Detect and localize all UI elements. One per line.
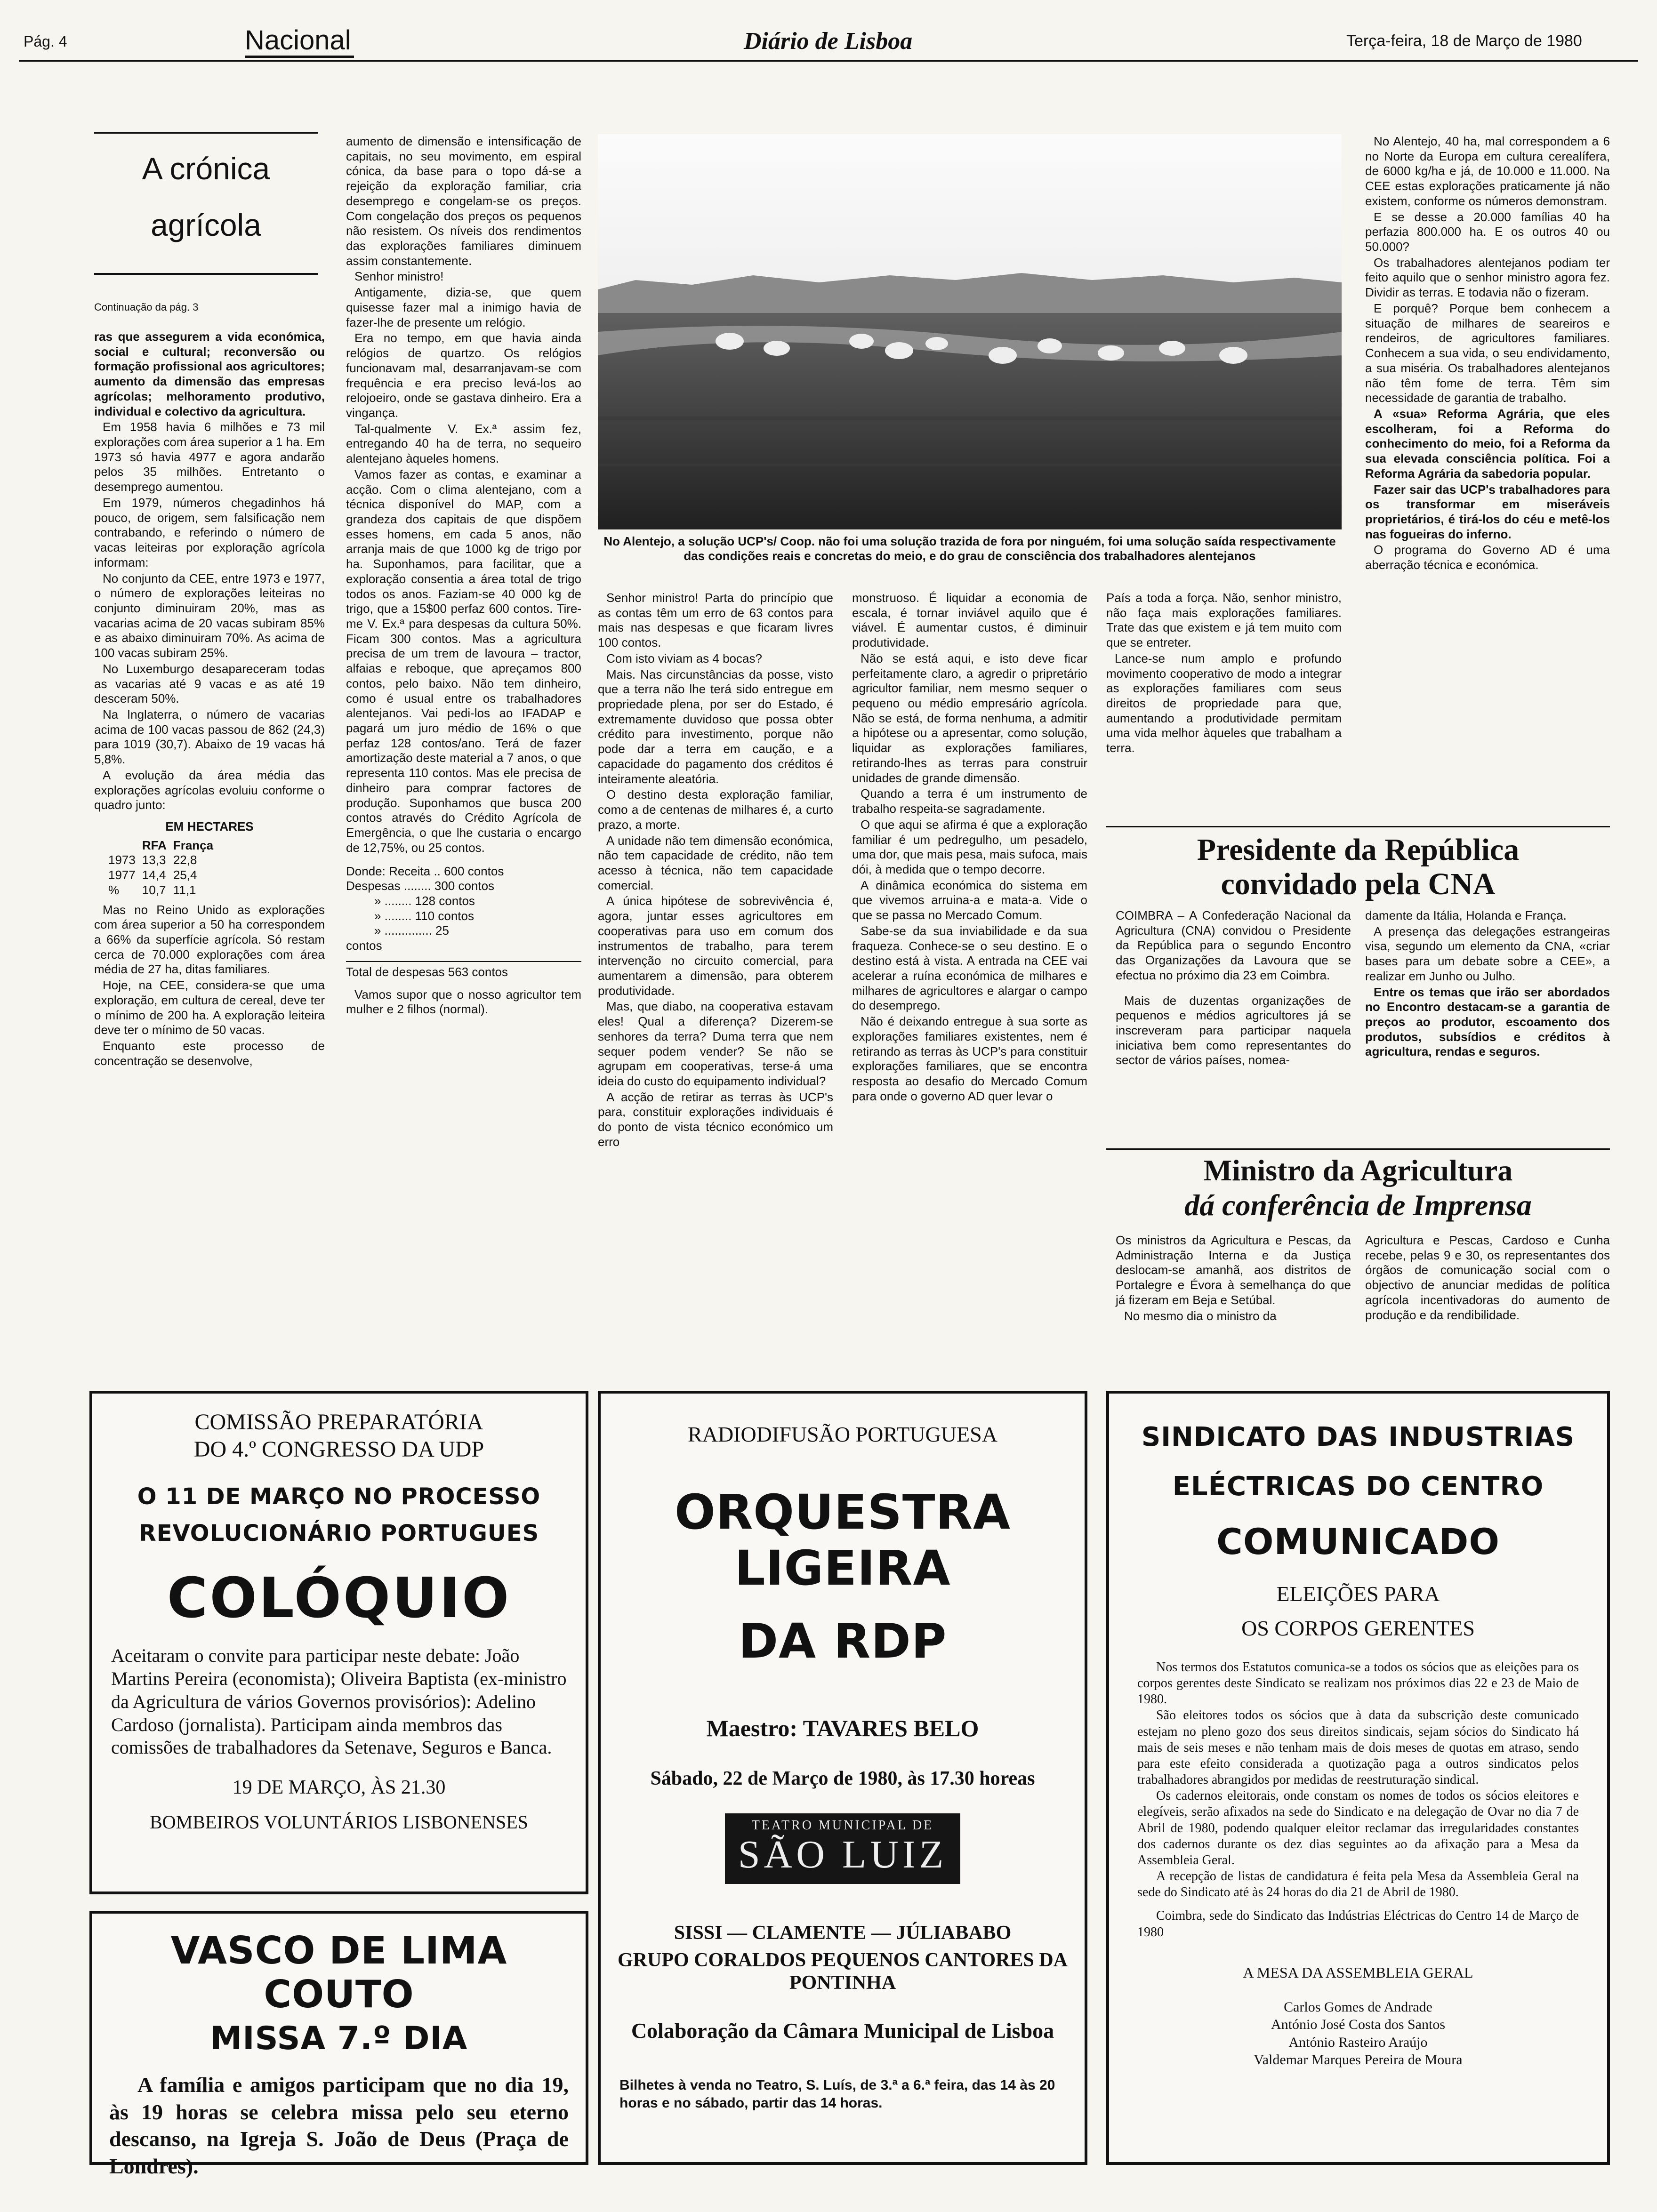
paragraph: A unidade não tem dimensão económica, não tem capacidade de crédito, não tem acesso à técnica, não tem capacidade comercial. (598, 833, 833, 892)
hectares-table: RFA França 1973 13,3 22,8 1977 14,4 25,4 % 10,7 11,1 (108, 838, 220, 898)
issue-date: Terça-feira, 18 de Março de 1980 (1346, 32, 1582, 50)
article-column-3 (598, 591, 833, 1358)
paragraph: O programa do Governo AD é uma aberração técnica e económica. (1365, 543, 1610, 572)
paragraph: Agricultura e Pescas, Cardoso e Cunha recebe, pelas 9 e 30, os representantes dos órgãos de comunicação social com o objectivo de anunciar medidas de política agrícola incentivadoras do aumento de produção e da rendibilidade. (1365, 1233, 1610, 1322)
paragraph: Mas, que diabo, na cooperativa estavam eles! Qual a diferença? Dizerem-se senhores da terra? Duma terra que nem sequer podem vender? Se não se agrupam em cooperativas, terse-á uma ideia do custo do equipamento individual? (598, 999, 833, 1088)
paragraph: aumento de dimensão e intensificação de capitais, no seu movimento, em espiral cónica, da base para o topo dá-se a rejeição da exploração familiar, cria desemprego e congelam-se os preços. Com congelação dos preços os pequenos não resistem. Os níveis dos rendimentos das explorações familiares diminuem assim constantemente. (346, 134, 581, 268)
paragraph: Mais. Nas circunstâncias da posse, visto que a terra não lhe terá sido entregue em propriedade plena, por ser do Estado, é extremamente duvidoso que possa obter crédito para investimento, porque não pode dar a terra em caução, e a capacidade do pagamento dos créditos é inteiramente aleatória. (598, 667, 833, 786)
paragraph: Sabe-se da sua inviabilidade e da sua fraqueza. Conhece-se o seu destino. E o destino está à vista. A entrada na CEE vai acelerar a ruína económica de milhares e milhares de agricultores e alargar o campo do desemprego. (852, 923, 1087, 1013)
continuation-note: Continuação da pág. 3 (94, 301, 199, 313)
paragraph: Antigamente, dizia-se, que quem quisesse fazer mal a inimigo havia de fazer-lhe de presente um relógio. (346, 285, 581, 329)
article-column-4 (852, 591, 1087, 1358)
photo-caption: No Alentejo, a solução UCP's/ Coop. não foi uma solução trazida de fora por ninguém, foi uma solução saída respectivamente das condições reais e concretas do meio, e do grau de consciência dos trabalhadores alentejanos (603, 534, 1336, 563)
article-column-5 (1106, 591, 1342, 826)
paragraph: COIMBRA – A Confederação Nacional da Agricultura (CNA) convidou o Presidente da República para o segundo Encontro das Organizações da Lavoura que se efectua no próximo dia 23 em Coimbra. (1116, 908, 1351, 982)
paragraph: A dinâmica económica do sistema em que vivemos arruina-a e mata-a. Vide o que se passa no Mercado Comum. (852, 878, 1087, 922)
ad-vasco-missa: VASCO DE LIMA COUTO MISSA 7.º DIA A família e amigos participam que no dia 19, às 19 horas se celebra missa pelo seu eterno descanso, na Igreja S. João de Deus (Praça de Londres). (89, 1911, 588, 2165)
paragraph: A «sua» Reforma Agrária, que eles escolheram, foi a Reforma do conhecimento do meio, foi a Reforma da sua elevada consciência política. Foi a Reforma Agrária da sabedoria popular. (1365, 406, 1610, 481)
paragraph: Em 1958 havia 6 milhões e 73 mil explorações com área superior a 1 ha. Em 1973 só havia 4977 e agora andarão pelos 35 milhões. Entretanto o desemprego aumentou. (94, 420, 325, 494)
page-number: Pág. 4 (24, 33, 67, 50)
headline-presidente: Presidente da República convidado pela CNA (1197, 833, 1520, 901)
paragraph: Fazer sair das UCP's trabalhadores para os transformar em miseráveis proprietários, é tirá-los do céu e metê-los nas fogueiras do inferno. (1365, 482, 1610, 541)
table-row: 1977 14,4 25,4 (108, 868, 197, 882)
paragraph: A evolução da área média das explorações agrícolas evoluiu conforme o quadro junto: (94, 768, 325, 812)
paragraph: Não é deixando entregue à sua sorte as explorações familiares existentes, nem é retirando as terras às UCP's para constituir explorações familiares, que se encontra resposta ao desafio do Mercado Comum para onde o governo AD quer levar o (852, 1014, 1087, 1103)
paragraph: Enquanto este processo de concentração se desenvolve, (94, 1039, 325, 1068)
paragraph: Senhor ministro! (354, 269, 444, 284)
paragraph: Quando a terra é um instrumento de trabalho respeita-se sagradamente. (852, 786, 1087, 816)
paragraph: Em 1979, números chegadinhos há pouco, de origem, sem falsificação nem contrabando, e referindo o número de vacas leiteiras por exploração agrícola informam: (94, 495, 325, 569)
paragraph: Vamos supor que o nosso agricultor tem mulher e 2 filhos (normal). (346, 987, 581, 1017)
headline-ministro: Ministro da Agricultura dá conferência de Imprensa (1184, 1154, 1532, 1222)
paragraph: E porquê? Porque bem conhecem a situação de milhares de seareiros e rendeiros, de agricultores familiares. Conhecem a sua vida, o seu endividamento, a sua miséria. Os trabalhadores alentejanos não têm fome de terra. Têm sim necessidade de garantia de trabalho. (1365, 301, 1610, 405)
section-title: Nacional (245, 25, 351, 56)
paragraph: No mesmo dia o ministro da (1124, 1308, 1277, 1323)
paragraph: Lance-se num amplo e profundo movimento cooperativo de modo a integrar as explorações familiares com seus direitos de propriedade para que, aumentando a produtividade permitam uma vida melhor àqueles que trabalham a terra. (1106, 651, 1342, 755)
article-column-1 (94, 329, 325, 1068)
paragraph: Mais de duzentas organizações de pequenos e médios agricultores já se inscreveram para participar naquela iniciativa bem como representantes do sector de vários países, nomea- (1116, 993, 1351, 1067)
ad-udp-coloquio: COMISSÃO PREPARATÓRIA DO 4.º CONGRESSO DA UDP O 11 DE MARÇO NO PROCESSO REVOLUCIONÁRIO PORTUGUES COLÓQUIO Aceitaram o convite para participar neste debate: João Martins Pereira (economista); Oliveira Baptista (ex-ministro da Agricultura de vários Governos provisórios): Adelino Cardoso (jornalista). Participam ainda membros das comissões de trabalhadores da Setenave, Seguros e Banca. 19 DE MARÇO, ÀS 21.30 BOMBEIROS VOLUNTÁRIOS LISBONENSES (89, 1391, 588, 1894)
paragraph: País a toda a força. Não, senhor ministro, não faça mais explorações familiares. Trate das que existem e já tem muito com que se entreter. (1106, 591, 1342, 650)
article-column-2 (346, 134, 581, 1358)
presidente-column-1 (1116, 908, 1351, 1153)
paragraph: O destino desta exploração familiar, como a de centenas de milhares é, a curto prazo, a morte. (598, 787, 833, 832)
article-column-6 (1365, 134, 1610, 831)
table-row: 1973 13,3 22,8 (108, 853, 197, 867)
ministro-column-2 (1365, 1233, 1610, 1365)
paragraph: No Luxemburgo desapareceram todas as vacarias até 9 vacas e as até 19 desceram 50%. (94, 661, 325, 706)
accounts-block: Donde: Receita .. 600 contos Despesas ........ 300 contos » ........ 128 contos » ........ 110 contos » .............. 25 contos Total de despesas 563 contos (346, 864, 581, 980)
article-title-line1: A crónica (142, 151, 270, 186)
paragraph: damente da Itália, Holanda e França. (1365, 908, 1567, 922)
paragraph: Tal-qualmente V. Ex.ª assim fez, entregando 40 ha de terra, no sequeiro alentejano àqueles homens. (346, 421, 581, 466)
paragraph: A única hipótese de sobrevivência é, agora, juntar esses agricultores em cooperativas para uso em comum dos instrumentos de trabalho, para terem intervenção no circuito comercial, para aumentarem a dimensão, para obterem produtividade. (598, 894, 833, 998)
paragraph: Hoje, na CEE, considera-se que uma exploração, em cultura de cereal, deve ter o mínimo de 200 ha. A exploração leiteira deve ter o mínimo de 50 vacas. (94, 978, 325, 1037)
paragraph: Os trabalhadores alentejanos podiam ter feito aquilo que o senhor ministro agora fez. Dividir as terras. E todavia não o fizeram. (1365, 255, 1610, 300)
paragraph: Entre os temas que irão ser abordados no Encontro destacam-se a garantia de preços ao produtor, escoamento dos produtos, subsídios e créditos à agricultura, rendas e seguros. (1365, 985, 1610, 1059)
paragraph: monstruoso. É liquidar a economia de escala, é tornar inviável aquilo que é viável. É aumentar custos, é diminuir produtividade. (852, 591, 1087, 650)
paragraph: Os ministros da Agricultura e Pescas, da Administração Interna e da Justiça deslocam-se amanhã, aos distritos de Portalegre e Évora à semelhança do que já fizeram em Beja e Setúbal. (1116, 1233, 1351, 1307)
table-title: EM HECTARES (165, 819, 254, 834)
ministro-column-1 (1116, 1233, 1351, 1365)
paragraph: No Alentejo, 40 ha, mal correspondem a 6 no Norte da Europa em cultura cerealífera, de 6000 kg/ha e já, de 10.000 e 11.000. Na CEE estas explorações praticamente já não existem, conforme os números demonstram. (1365, 134, 1610, 208)
ad-rdp-orquestra: RADIODIFUSÃO PORTUGUESA ORQUESTRA LIGEIRA DA RDP Maestro: TAVARES BELO Sábado, 22 de Março de 1980, às 17.30 horeas TEATRO MUNICIPAL DE SÃO LUIZ SISSI — CLAMENTE — JÚLIABABO GRUPO CORALDOS PEQUENOS CANTORES DA PONTINHA Colaboração da Câmara Municipal de Lisboa Bilhetes à venda no Teatro, S. Luís, de 3.ª a 6.ª feira, das 14 às 20 horas e no sábado, partir das 14 horas. (598, 1391, 1087, 2165)
paragraph: ras que assegurem a vida económica, social e cultural; reconversão ou formação profissional aos agricultores; aumento da dimensão das empresas agrícolas; melhoramento produtivo, individual e colectivo da agricultura. (94, 329, 325, 418)
paragraph: Na Inglaterra, o número de vacarias acima de 100 vacas passou de 862 (24,3) para 1019 (30,7). Abaixo de 19 vacas há 5,8%. (94, 707, 325, 767)
paragraph: Vamos fazer as contas, e examinar a acção. Com o clima alentejano, com a técnica disponível do MAP, com a grandeza dos capitais de que dispõem esses homens, em cada 5 anos, não arranja mais de que 1000 kg de trigo por ha. Suponhamos, para facilitar, que a exploração consentia a área total de trigo todos os anos. Faziam-se 40 000 kg de trigo, que a 15$00 perfaz 600 contos. Tire-me V. Ex.ª para despesas da cultura 50%. Ficam 300 contos. Mas a agricultura precisa de um trem de lavoura – tractor, alfaias e reboque, que apreçamos 800 contos, pelo baixo. Não tem dinheiro, como é usual entre os trabalhadores alentejanos. Vai pedi-los ao IFADAP e pagará um juro médio de 16% o que perfaz 128 contos/ano. Terá de fazer amortização deste material a 7 anos, o que representa 110 contos. Mas ele precisa de dinheiro para comprar factores de produção. Suponhamos que busca 200 contos através do Crédito Agrícola de Emergência, o que lhe custaria o encargo de 12,75%, ou 25 contos. (346, 467, 581, 855)
presidente-column-2 (1365, 908, 1610, 1153)
comunicado-body: Nos termos dos Estatutos comunica-se a todos os sócios que as eleições para os corpos gerentes deste Sindicato se realizam nos próximos dias 22 e 23 de Maio de 1980. São eleitores todos os sócios que à data da subscrição deste comunicado estejam no pleno gozo dos seus direitos sindicais, sejam sócios do Sindicato há mais de seis meses e não tenham mais de dois meses de quotas em atraso, sendo para este efeito considerada a quotização paga a outros sindicatos pelos trabalhadores abrangidos por medidas de reestruturação sindical. Os cadernos eleitorais, onde constam os nomes de todos os sócios eleitores e elegíveis, serão afixados na sede do Sindicato e na delegação de Ovar no dia 7 de Abril de 1980, podendo qualquer eleitor reclamar das irregularidades constantes dos cadernos durante os dez dias seguintes ao da afixação para a Mesa da Assembleia Geral. A recepção de listas de candidatura é feita pela Mesa da Assembleia Geral na sede do Sindicato até às 24 horas do dia 21 de Abril de 1980. Coimbra, sede do Sindicato das Indústrias Eléctricas do Centro 14 de Março de 1980 (1137, 1660, 1579, 1940)
paragraph: E se desse a 20.000 famílias 40 ha perfazia 800.000 ha. E os outros 40 ou 50.000? (1365, 209, 1610, 254)
paragraph: A acção de retirar as terras às UCP's para, constituir explorações individuais é do ponto de vista técnico económico um erro (598, 1090, 833, 1149)
paragraph: O que aqui se afirma é que a exploração familiar é um pedregulho, um pesadelo, uma dor, que mais pesa, mais sufoca, mais dói, à medida que o tempo decorre. (852, 817, 1088, 876)
ad-sindicato-comunicado: SINDICATO DAS INDUSTRIAS ELÉCTRICAS DO CENTRO COMUNICADO ELEIÇÕES PARA OS CORPOS GERENTES Nos termos dos Estatutos comunica-se a todos os sócios que as eleições para os corpos gerentes deste Sindicato se realizam nos próximos dias 22 e 23 de Maio de 1980. São eleitores todos os sócios que à data da subscrição deste comunicado estejam no pleno gozo dos seus direitos sindicais, sejam sócios do Sindicato há mais de seis meses e não tenham mais de dois meses de quotas em atraso, sendo para este efeito considerada a quotização paga a outros sindicatos pelos trabalhadores abrangidos por medidas de reestruturação sindical. Os cadernos eleitorais, onde constam os nomes de todos os sócios eleitores e elegíveis, serão afixados na sede do Sindicato e na delegação de Ovar no dia 7 de Abril de 1980, podendo qualquer eleitor reclamar das irregularidades constantes dos cadernos durante os dez dias seguintes ao da afixação para a Mesa da Assembleia Geral. A recepção de listas de candidatura é feita pela Mesa da Assembleia Geral na sede do Sindicato até às 24 horas do dia 21 de Abril de 1980. Coimbra, sede do Sindicato das Indústrias Eléctricas do Centro 14 de Março de 1980 A MESA DA ASSEMBLEIA GERAL Carlos Gomes de Andrade António José Costa dos Santos António Rasteiro Araújo Valdemar Marques Pereira de Moura (1106, 1391, 1610, 2165)
paragraph: No conjunto da CEE, entre 1973 e 1977, o número de explorações leiteiras no conjunto diminuiram 20%, mas as vacarias acima de 20 vacas subiram 85% e as abaixo diminuiram 70%. As acima de 100 vacas subiram 25%. (94, 571, 325, 660)
paragraph: A presença das delegações estrangeiras visa, segundo um elemento da CNA, «criar bases para um debate sobre a CEE», a realizar em Junho ou Julho. (1365, 924, 1610, 983)
newspaper-name: Diário de Lisboa (744, 28, 913, 55)
article-title-line2: agrícola (151, 208, 261, 242)
paragraph: Mas no Reino Unido as explorações com área superior a 50 ha correspondem a 66% da superfície agrícola. Só restam cerca de 70.000 explorações com área média de 27 ha, ditas familiares. (94, 902, 325, 977)
paragraph: Era no tempo, em que havia ainda relógios de quartzo. Os relógios funcionavam mal, desarranjavam-se com frequência e era preciso levá-los ao relojoeiro, onde se gastava dinheiro. Era a vingança. (346, 331, 581, 420)
paragraph: Senhor ministro! Parta do princípio que as contas têm um erro de 63 contos para mais nas despesas e que ficaram livres 100 contos. (598, 591, 833, 650)
table-row: % 10,7 11,1 (108, 882, 196, 897)
sao-luiz-logo: TEATRO MUNICIPAL DE SÃO LUIZ (725, 1813, 960, 1884)
alentejo-photo (598, 134, 1342, 529)
paragraph: Não se está aqui, e isto deve ficar perfeitamente claro, a agredir o pripretário agricultor familiar, nem mesmo sequer o pequeno ou médio empresário agrícola. Não se está, de forma nenhuma, a admitir a hipótese ou a apresentar, como solução, liquidar as explorações familiares, retirando-lhes as terras para construir unidades de grande dimensão. (852, 651, 1087, 785)
paragraph: Com isto viviam as 4 bocas? (606, 651, 762, 665)
